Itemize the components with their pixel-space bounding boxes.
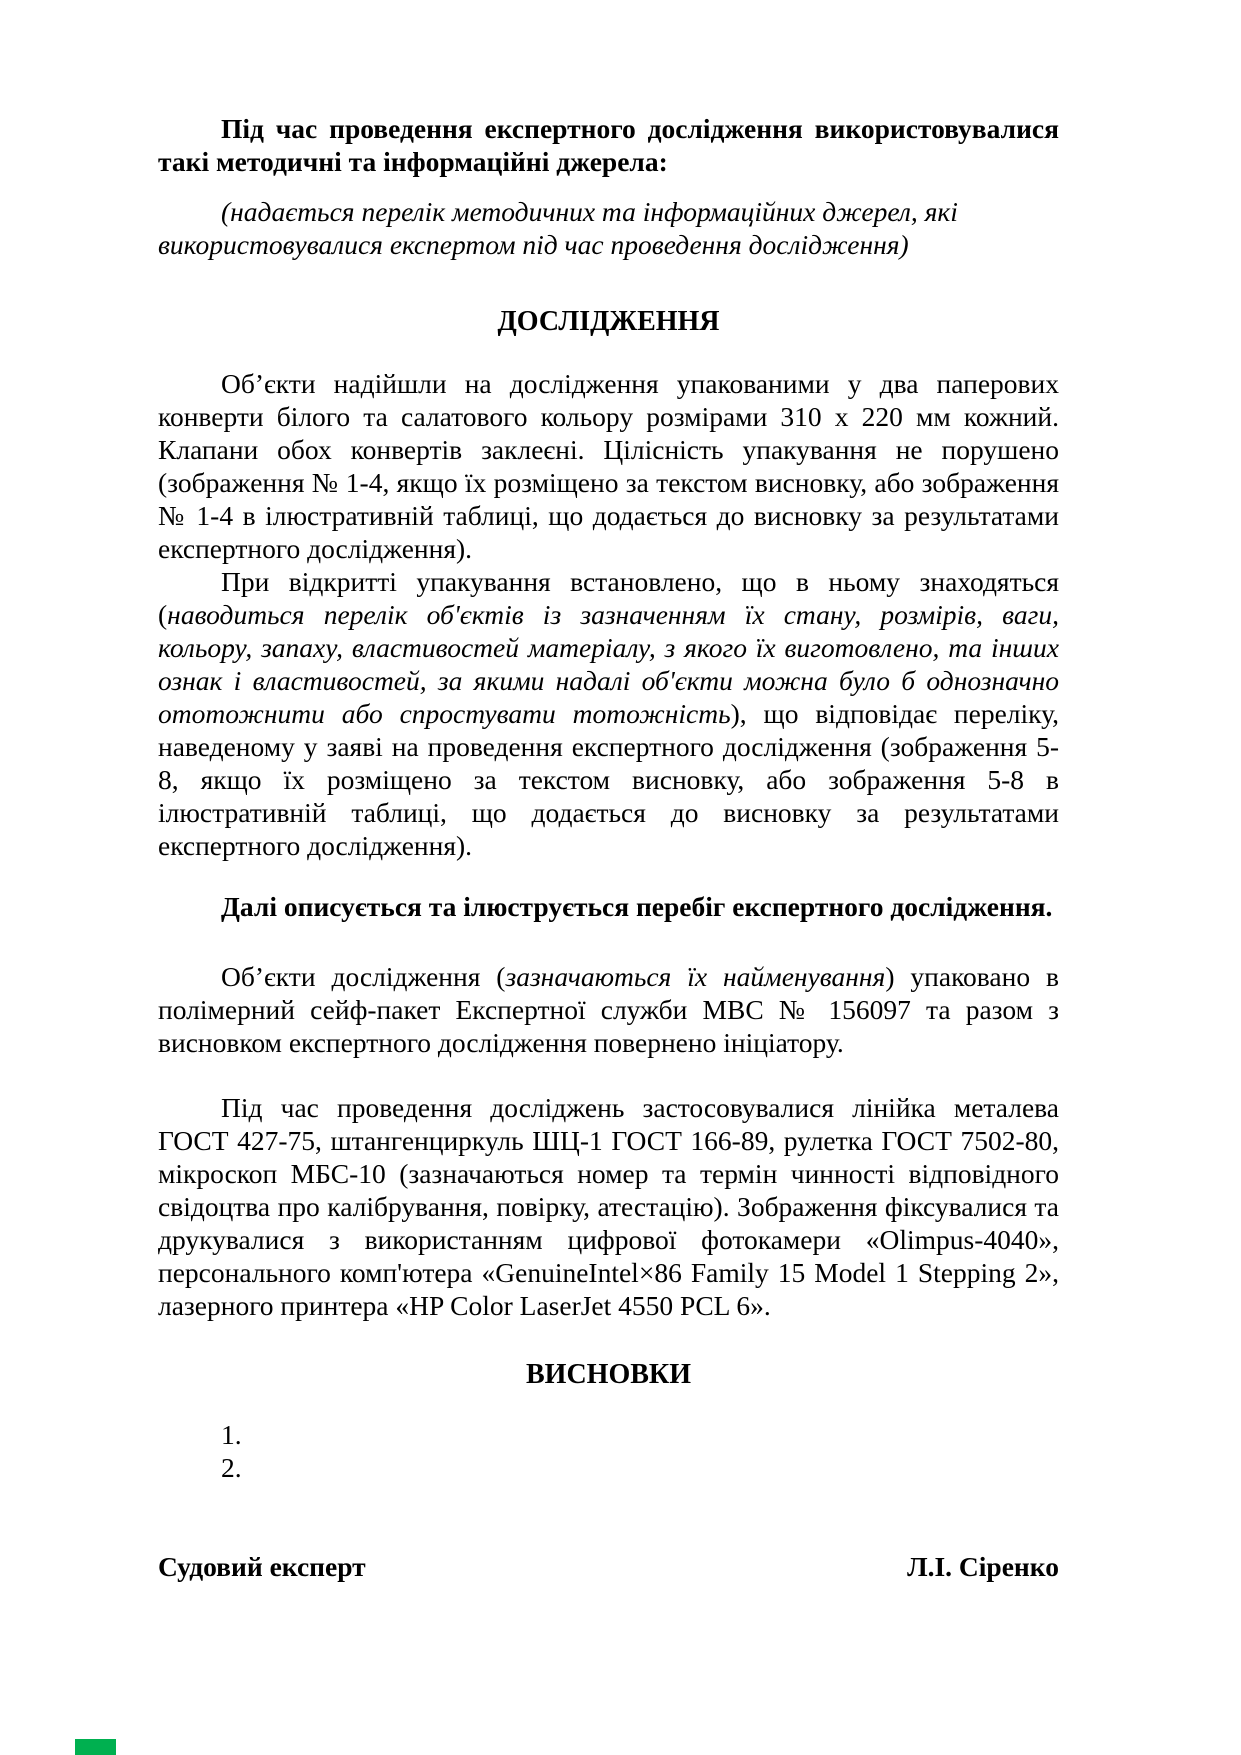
packed-text-segment: Об’єкти дослідження ( — [221, 961, 506, 992]
package-opening-paragraph — [158, 565, 1059, 862]
signature-row — [158, 1550, 1059, 1583]
packed-placeholder-segment: зазначаються їх найменування — [505, 961, 886, 992]
packed-closing-segment: ) упаковано в полімерний сейф-пакет Експертної служби МВС № 156097 та разом з висновком експертного дослідження повернено ініціатору. — [158, 961, 1059, 1058]
green-scan-artifact — [75, 1739, 116, 1755]
signature-role: Судовий експерт — [158, 1551, 366, 1582]
intro-sources-paragraph: Під час проведення експертного дослідження використовувалися такі методичні та інформаційні джерела: — [158, 113, 1059, 177]
conclusion-item-1: 1. — [221, 1419, 242, 1450]
opening-placeholder-segment: наводиться перелік об'єктів із зазначенням їх стану, розмірів, ваги, кольору, запаху, властивостей матеріалу, з якого їх виготовлено, та інших ознак і властивостей, за якими надалі об'єкти можна було б однозначно ототожнити або спростувати тотожність — [158, 599, 1059, 729]
sources-placeholder-note: (надається перелік методичних та інформаційних джерел, які використовувалися експертом під час проведення дослідження) — [158, 196, 958, 260]
description-follows-line: Далі описується та ілюструється перебіг експертного дослідження. — [221, 891, 1053, 922]
signature-name: Л.І. Сіренко — [907, 1551, 1059, 1582]
document-body — [158, 0, 1059, 1583]
conclusions-section-heading: ВИСНОВКИ — [526, 1359, 691, 1390]
objects-packed-paragraph — [158, 960, 1059, 1059]
tools-used-paragraph: Під час проведення досліджень застосовувалися лінійка металева ГОСТ 427-75, штангенциркуль ШЦ-1 ГОСТ 166-89, рулетка ГОСТ 7502-80, мікроскоп МБС-10 (зазначаються номер та термін чинності відповідного свідоцтва про калібрування, повірку, атестацію). Зображення фіксувалися та друкувалися з використанням цифрової фотокамери «Olimpus-4040», персонального комп'ютера «GenuineIntel×86 Family 15 Model 1 Stepping 2», лазерного принтера «HP Color LaserJet 4550 PCL 6». — [158, 1092, 1059, 1321]
objects-received-paragraph: Об’єкти надійшли на дослідження упакованими у два паперових конверти білого та салатового кольору розмірами 310 х 220 мм кожний. Клапани обох конвертів заклеєні. Цілісність упакування не порушено (зображення № 1-4, якщо їх розміщено за текстом висновку, або зображення № 1-4 в ілюстративній таблиці, що додається до висновку за результатами експертного дослідження). — [158, 368, 1059, 564]
research-section-heading: ДОСЛІДЖЕННЯ — [497, 306, 720, 337]
opening-closing-segment: ), що відповідає переліку, наведеному у заяві на проведення експертного дослідження (зображення 5-8, якщо їх розміщено за текстом висновку, або зображення 5-8 в ілюстративній таблиці, що додається до висновку за результатами експертного дослідження). — [158, 698, 1059, 861]
conclusions-list — [158, 1418, 1059, 1484]
opening-text-segment: При відкритті упакування встановлено, що в ньому знаходяться ( — [158, 566, 1059, 630]
conclusion-item-2: 2. — [221, 1452, 242, 1483]
